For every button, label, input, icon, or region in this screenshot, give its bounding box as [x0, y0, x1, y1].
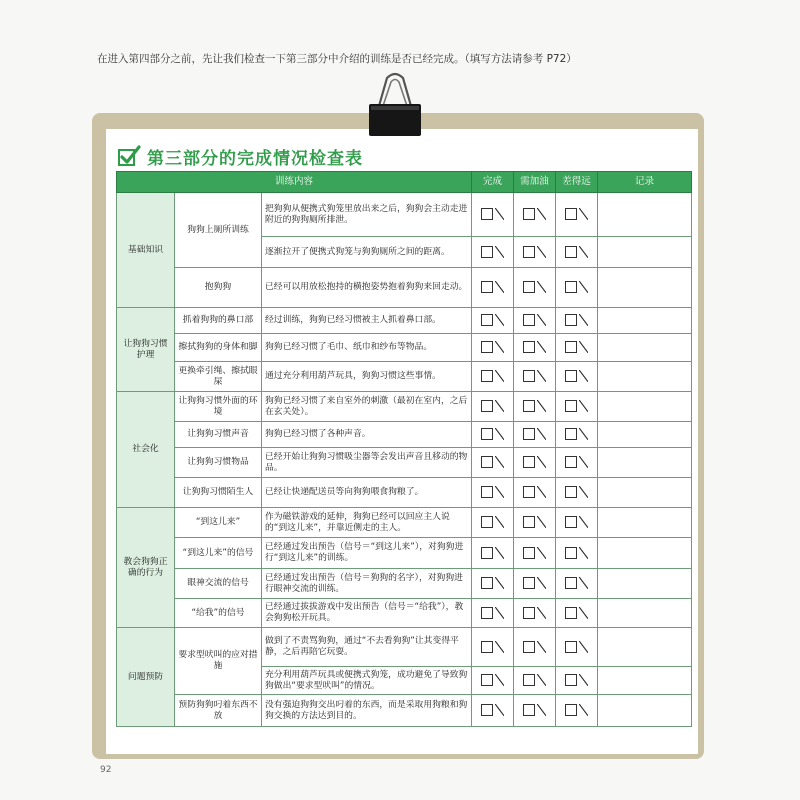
table-row: [117, 334, 692, 362]
poor-checkbox[interactable]: [556, 667, 598, 695]
needs-work-checkbox[interactable]: [514, 308, 556, 334]
table-header-row: [117, 172, 692, 193]
needs-work-checkbox[interactable]: [514, 628, 556, 667]
needs-work-checkbox[interactable]: [514, 508, 556, 538]
checkbox-icon[interactable]: [481, 456, 493, 468]
checkbox-icon[interactable]: [523, 208, 535, 220]
done-checkbox[interactable]: [472, 268, 514, 308]
slash-icon: [537, 607, 546, 619]
record-cell[interactable]: [598, 628, 692, 667]
criteria-cell: 已经通过发出预告（信号＝“到这儿来”），对狗狗进行“到这儿来”的训练。: [262, 538, 472, 569]
slash-icon: [495, 341, 504, 353]
slash-icon: [579, 281, 588, 293]
criteria-cell: 狗狗已经习惯了来自室外的刺激（最初在室内，之后在玄关处）。: [262, 392, 472, 422]
record-cell[interactable]: [598, 237, 692, 268]
criteria-cell: 狗狗已经习惯了各种声音。: [262, 422, 472, 448]
slash-icon: [495, 281, 504, 293]
checkbox-icon[interactable]: [565, 607, 577, 619]
training-item-cell: 让狗狗习惯声音: [175, 422, 262, 448]
slash-icon: [579, 607, 588, 619]
slash-icon: [495, 704, 504, 716]
slash-icon: [537, 341, 546, 353]
record-cell[interactable]: [598, 599, 692, 628]
table-row: [117, 628, 692, 667]
checkbox-icon[interactable]: [523, 428, 535, 440]
slash-icon: [537, 370, 546, 382]
header-poor: 差得远: [556, 172, 598, 193]
checkbox-icon[interactable]: [565, 456, 577, 468]
done-checkbox[interactable]: [472, 193, 514, 237]
training-item-cell: 狗狗上厕所训练: [175, 193, 262, 268]
slash-icon: [537, 547, 546, 559]
checkbox-icon[interactable]: [565, 208, 577, 220]
checkbox-icon[interactable]: [481, 516, 493, 528]
poor-checkbox[interactable]: [556, 193, 598, 237]
slash-icon: [537, 208, 546, 220]
slash-icon: [495, 641, 504, 653]
record-cell[interactable]: [598, 422, 692, 448]
slash-icon: [537, 314, 546, 326]
record-cell[interactable]: [598, 538, 692, 569]
table-row: [117, 268, 692, 308]
poor-checkbox[interactable]: [556, 538, 598, 569]
record-cell[interactable]: [598, 695, 692, 727]
done-checkbox[interactable]: [472, 334, 514, 362]
criteria-cell: 通过充分利用葫芦玩具，狗狗习惯这些事情。: [262, 362, 472, 392]
poor-checkbox[interactable]: [556, 237, 598, 268]
header-record: 记录: [598, 172, 692, 193]
done-checkbox[interactable]: [472, 538, 514, 569]
poor-checkbox[interactable]: [556, 628, 598, 667]
done-checkbox[interactable]: [472, 362, 514, 392]
category-cell: 社会化: [117, 392, 175, 508]
header-needs-work: 需加油: [514, 172, 556, 193]
checkbox-icon[interactable]: [481, 208, 493, 220]
checkbox-icon[interactable]: [481, 246, 493, 258]
slash-icon: [495, 577, 504, 589]
criteria-cell: 已经通过拔拔游戏中发出预告（信号＝“给我”），教会狗狗松开玩具。: [262, 599, 472, 628]
training-item-cell: 预防狗狗叼着东西不放: [175, 695, 262, 727]
page-title: 第三部分的完成情况检查表: [147, 148, 363, 169]
table-row: [117, 599, 692, 628]
slash-icon: [579, 314, 588, 326]
checkbox-icon[interactable]: [481, 314, 493, 326]
done-checkbox[interactable]: [472, 422, 514, 448]
checkbox-icon[interactable]: [565, 516, 577, 528]
training-item-cell: 让狗狗习惯物品: [175, 448, 262, 478]
checkbox-icon[interactable]: [481, 428, 493, 440]
training-item-cell: “到这儿来”: [175, 508, 262, 538]
poor-checkbox[interactable]: [556, 392, 598, 422]
poor-checkbox[interactable]: [556, 478, 598, 508]
criteria-cell: 狗狗已经习惯了毛巾、纸巾和纱布等物品。: [262, 334, 472, 362]
checkbox-icon[interactable]: [565, 400, 577, 412]
page-number: 92: [100, 765, 112, 775]
record-cell[interactable]: [598, 478, 692, 508]
checkbox-icon[interactable]: [523, 486, 535, 498]
table-row: [117, 569, 692, 599]
checkbox-icon[interactable]: [523, 607, 535, 619]
training-item-cell: “给我”的信号: [175, 599, 262, 628]
checkbox-icon[interactable]: [523, 516, 535, 528]
checkmark-icon: [117, 144, 141, 168]
slash-icon: [537, 400, 546, 412]
poor-checkbox[interactable]: [556, 334, 598, 362]
done-checkbox[interactable]: [472, 695, 514, 727]
checkbox-icon[interactable]: [523, 704, 535, 716]
checkbox-icon[interactable]: [481, 341, 493, 353]
criteria-cell: 作为磁铁游戏的延伸，狗狗已经可以回应主人说的“到这儿来”，并靠近侧走的主人。: [262, 508, 472, 538]
checkbox-icon[interactable]: [523, 341, 535, 353]
slash-icon: [537, 428, 546, 440]
poor-checkbox[interactable]: [556, 422, 598, 448]
training-item-cell: 要求型吠叫的应对措施: [175, 628, 262, 695]
checkbox-icon[interactable]: [565, 577, 577, 589]
table-row: [117, 448, 692, 478]
record-cell[interactable]: [598, 392, 692, 422]
training-item-cell: 让狗狗习惯陌生人: [175, 478, 262, 508]
checkbox-icon[interactable]: [481, 281, 493, 293]
slash-icon: [495, 208, 504, 220]
checkbox-icon[interactable]: [523, 314, 535, 326]
needs-work-checkbox[interactable]: [514, 695, 556, 727]
done-checkbox[interactable]: [472, 392, 514, 422]
training-item-cell: 抓着狗狗的鼻口部: [175, 308, 262, 334]
record-cell[interactable]: [598, 508, 692, 538]
intro-text: 在进入第四部分之前，先让我们检查一下第三部分中介绍的训练是否已经完成。（填写方法请参考 P72）: [97, 53, 577, 65]
category-cell: 问题预防: [117, 628, 175, 727]
checkbox-icon[interactable]: [565, 314, 577, 326]
training-item-cell: “到这儿来”的信号: [175, 538, 262, 569]
needs-work-checkbox[interactable]: [514, 569, 556, 599]
needs-work-checkbox[interactable]: [514, 478, 556, 508]
training-item-cell: 让狗狗习惯外面的环境: [175, 392, 262, 422]
done-checkbox[interactable]: [472, 478, 514, 508]
checkbox-icon[interactable]: [523, 281, 535, 293]
poor-checkbox[interactable]: [556, 448, 598, 478]
criteria-cell: 经过训练，狗狗已经习惯被主人抓着鼻口部。: [262, 308, 472, 334]
header-content: 训练内容: [117, 172, 472, 193]
done-checkbox[interactable]: [472, 628, 514, 667]
checkbox-icon[interactable]: [565, 246, 577, 258]
needs-work-checkbox[interactable]: [514, 667, 556, 695]
needs-work-checkbox[interactable]: [514, 448, 556, 478]
criteria-cell: 已经可以用放松抱持的横抱姿势抱着狗狗来回走动。: [262, 268, 472, 308]
slash-icon: [579, 704, 588, 716]
training-item-cell: 抱狗狗: [175, 268, 262, 308]
slash-icon: [579, 208, 588, 220]
training-item-cell: 更换牵引绳、擦拭眼屎: [175, 362, 262, 392]
needs-work-checkbox[interactable]: [514, 268, 556, 308]
criteria-cell: 逐渐拉开了便携式狗笼与狗狗厕所之间的距离。: [262, 237, 472, 268]
slash-icon: [537, 456, 546, 468]
record-cell[interactable]: [598, 308, 692, 334]
slash-icon: [579, 370, 588, 382]
checkbox-icon[interactable]: [565, 370, 577, 382]
slash-icon: [537, 577, 546, 589]
checkbox-icon[interactable]: [523, 370, 535, 382]
checkbox-icon[interactable]: [523, 577, 535, 589]
checklist-table: [116, 171, 692, 727]
slash-icon: [579, 486, 588, 498]
criteria-cell: 做到了不责骂狗狗，通过“不去看狗狗”让其变得平静，之后再陪它玩耍。: [262, 628, 472, 667]
poor-checkbox[interactable]: [556, 599, 598, 628]
record-cell[interactable]: [598, 268, 692, 308]
slash-icon: [495, 246, 504, 258]
checkbox-icon[interactable]: [523, 674, 535, 686]
slash-icon: [537, 516, 546, 528]
slash-icon: [495, 516, 504, 528]
slash-icon: [495, 370, 504, 382]
checkbox-icon[interactable]: [523, 400, 535, 412]
slash-icon: [495, 607, 504, 619]
done-checkbox[interactable]: [472, 569, 514, 599]
checkbox-icon[interactable]: [565, 674, 577, 686]
done-checkbox[interactable]: [472, 508, 514, 538]
done-checkbox[interactable]: [472, 308, 514, 334]
checkbox-icon[interactable]: [523, 456, 535, 468]
table-row: [117, 422, 692, 448]
needs-work-checkbox[interactable]: [514, 599, 556, 628]
slash-icon: [579, 428, 588, 440]
slash-icon: [537, 674, 546, 686]
criteria-cell: 已经让快递配送员等向狗狗喂食狗粮了。: [262, 478, 472, 508]
poor-checkbox[interactable]: [556, 308, 598, 334]
slash-icon: [495, 456, 504, 468]
checkbox-icon[interactable]: [523, 641, 535, 653]
checkbox-icon[interactable]: [481, 607, 493, 619]
slash-icon: [579, 400, 588, 412]
poor-checkbox[interactable]: [556, 508, 598, 538]
checkbox-icon[interactable]: [565, 486, 577, 498]
checkbox-icon[interactable]: [481, 577, 493, 589]
checkbox-icon[interactable]: [481, 704, 493, 716]
poor-checkbox[interactable]: [556, 569, 598, 599]
category-cell: 教会狗狗正确的行为: [117, 508, 175, 628]
record-cell[interactable]: [598, 362, 692, 392]
table-row: [117, 392, 692, 422]
needs-work-checkbox[interactable]: [514, 422, 556, 448]
slash-icon: [579, 456, 588, 468]
record-cell[interactable]: [598, 569, 692, 599]
criteria-cell: 充分利用葫芦玩具或便携式狗笼，成功避免了导致狗狗做出“要求型吠叫”的情况。: [262, 667, 472, 695]
record-cell[interactable]: [598, 448, 692, 478]
checklist-title: [117, 143, 363, 169]
checkbox-icon[interactable]: [565, 428, 577, 440]
criteria-cell: 把狗狗从便携式狗笼里放出来之后，狗狗会主动走进附近的狗狗厕所排泄。: [262, 193, 472, 237]
slash-icon: [537, 281, 546, 293]
training-item-cell: 眼神交流的信号: [175, 569, 262, 599]
checkbox-icon[interactable]: [523, 246, 535, 258]
table-row: [117, 308, 692, 334]
done-checkbox[interactable]: [472, 599, 514, 628]
criteria-cell: 已经通过发出预告（信号＝狗狗的名字），对狗狗进行眼神交流的训练。: [262, 569, 472, 599]
table-row: [117, 695, 692, 727]
checkbox-icon[interactable]: [565, 641, 577, 653]
slash-icon: [579, 641, 588, 653]
table-row: [117, 478, 692, 508]
record-cell[interactable]: [598, 667, 692, 695]
slash-icon: [495, 547, 504, 559]
checkbox-icon[interactable]: [481, 486, 493, 498]
needs-work-checkbox[interactable]: [514, 392, 556, 422]
needs-work-checkbox[interactable]: [514, 362, 556, 392]
slash-icon: [537, 486, 546, 498]
slash-icon: [495, 400, 504, 412]
checkbox-icon[interactable]: [565, 281, 577, 293]
slash-icon: [579, 341, 588, 353]
needs-work-checkbox[interactable]: [514, 538, 556, 569]
done-checkbox[interactable]: [472, 667, 514, 695]
header-done: 完成: [472, 172, 514, 193]
slash-icon: [495, 314, 504, 326]
slash-icon: [537, 704, 546, 716]
category-cell: 让狗狗习惯护理: [117, 308, 175, 392]
table-row: [117, 508, 692, 538]
slash-icon: [537, 246, 546, 258]
slash-icon: [579, 577, 588, 589]
needs-work-checkbox[interactable]: [514, 237, 556, 268]
slash-icon: [495, 486, 504, 498]
table-row: [117, 193, 692, 237]
training-item-cell: 擦拭狗狗的身体和脚: [175, 334, 262, 362]
checkbox-icon[interactable]: [523, 547, 535, 559]
record-cell[interactable]: [598, 334, 692, 362]
criteria-cell: 没有强迫狗狗交出叼着的东西，而是采取用狗粮和狗狗交换的方法达到目的。: [262, 695, 472, 727]
category-cell: 基础知识: [117, 193, 175, 308]
done-checkbox[interactable]: [472, 237, 514, 268]
poor-checkbox[interactable]: [556, 268, 598, 308]
checkbox-icon[interactable]: [481, 370, 493, 382]
checkbox-icon[interactable]: [481, 641, 493, 653]
checkbox-icon[interactable]: [565, 704, 577, 716]
slash-icon: [537, 641, 546, 653]
checkbox-icon[interactable]: [565, 341, 577, 353]
binder-clip-icon: [365, 72, 425, 138]
checkbox-icon[interactable]: [481, 674, 493, 686]
slash-icon: [579, 516, 588, 528]
needs-work-checkbox[interactable]: [514, 334, 556, 362]
slash-icon: [495, 428, 504, 440]
poor-checkbox[interactable]: [556, 362, 598, 392]
checkbox-icon[interactable]: [481, 400, 493, 412]
poor-checkbox[interactable]: [556, 695, 598, 727]
record-cell[interactable]: [598, 193, 692, 237]
table-row: [117, 362, 692, 392]
slash-icon: [579, 246, 588, 258]
checkbox-icon[interactable]: [481, 547, 493, 559]
criteria-cell: 已经开始让狗狗习惯吸尘器等会发出声音且移动的物品。: [262, 448, 472, 478]
table-row: [117, 538, 692, 569]
done-checkbox[interactable]: [472, 448, 514, 478]
checkbox-icon[interactable]: [565, 547, 577, 559]
needs-work-checkbox[interactable]: [514, 193, 556, 237]
slash-icon: [579, 674, 588, 686]
slash-icon: [579, 547, 588, 559]
slash-icon: [495, 674, 504, 686]
